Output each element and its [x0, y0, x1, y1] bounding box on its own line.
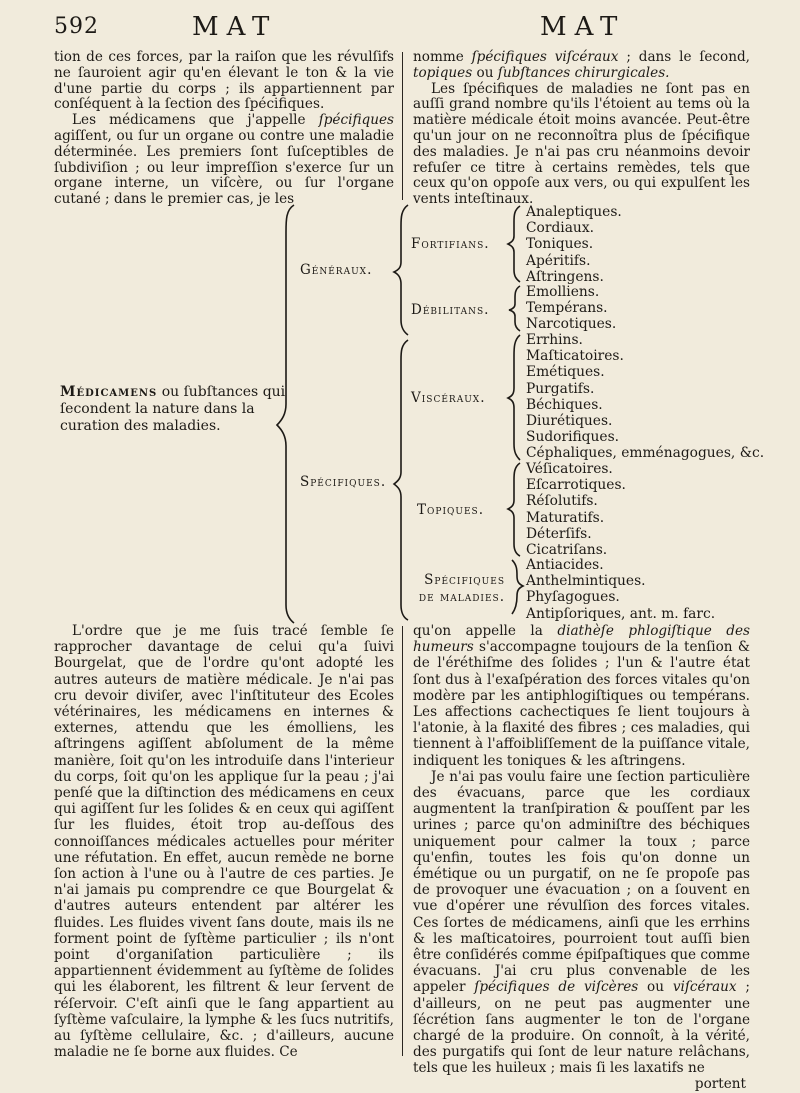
brace-visceraux: [508, 335, 520, 460]
list-fortifians: [526, 204, 622, 285]
list-item: Narcotiques.: [526, 316, 617, 333]
brace-specifiques: [394, 340, 408, 620]
brace-topiques: [508, 463, 520, 556]
brace-maladies: [512, 560, 523, 614]
column-bottom-left: [54, 623, 394, 1060]
list-item: Errhins.: [526, 332, 583, 348]
paragraph: nomme ſpécifiques viſcéraux ; dans le ſecond, topiques ou ſubſtances chirurgicales.: [413, 49, 750, 81]
catchword: portent: [694, 1075, 746, 1092]
list-item: Tempérans.: [526, 300, 608, 317]
paragraph: L'ordre que je me ſuis tracé ſemble ſe rapprocher davantage de celui qu'a ſuivi Bourgelat, que de l'ordre qu'ont adopté les autres auteurs de matière médicale. Je n'ai pas cru devoir diviſer, avec l'inſtituteur des Ecoles vétérinaires, les médicamens en internes & externes, attendu que les émolliens, les aſtringens agiſſent abſolument de la même manière, ſoit qu'on les introduiſe dans l'interieur du corps, ſoit qu'on les applique ſur la peau ; j'ai penſé que la diſtinction des médicamens en ceux qui agiſſent ſur les ſolides & en ceux qui agiſſent ſur les fluides, étoit trop au-deſſous des connoiſſances médicales actuelles pour mériter une réfutation. En effet, aucun remède ne borne ſon action à l'une ou à l'autre de ces parties. Je n'ai jamais pu comprendre ce que Bourgelat & d'autres auteurs entendent par altérer les fluides. Les fluides vivent ſans doute, mais ils ne forment point de ſyſtème particulier ; ils n'ont point d'organiſation particulière ; ils appartiennent évidemment au ſyſtème de ſolides qui les élaborent, les filtrent & leur ſervent de réſervoir. C'eſt ainſi que le ſang appartient au ſyſtème vaſculaire, la lymphe & les ſucs nutritifs, au ſyſtème cellulaire, &c. ; d'ailleurs, aucune maladie ne ſe borne aux fluides. Ce: [54, 623, 394, 1061]
list-item: Céphaliques, emménagogues, &c.: [526, 445, 765, 462]
subcategory-debilitans: Débilitans.: [411, 302, 490, 318]
list-item: Béchiques.: [526, 396, 603, 413]
list-item: Diurétiques.: [526, 413, 613, 430]
list-item: Emolliens.: [526, 284, 600, 300]
list-topiques: [526, 461, 626, 558]
list-item: Sudorifiques.: [526, 429, 620, 446]
list-item: Maturatifs.: [526, 509, 605, 526]
subcategory-specifiques-maladies: Spécifiques de maladies.: [418, 572, 505, 605]
list-item: Toniques.: [526, 236, 594, 253]
paragraph: Je n'ai pas voulu faire une ſection particulière des évacuans, parce que les cordiaux augmentent la tranſpiration & pouſſent par les urines ; parce qu'on adminiſtre des béchiques uniquement pour calmer la toux ; parce qu'enfin, toutes les fois qu'on donne un émétique ou un purgatif, on ne ſe propoſe pas de provoquer une évacuation ; on a ſouvent en vue d'opérer une révulſion des forces vitales. Ces ſortes de médicamens, ainſi que les errhins & les maſticatoires, pourroient tout auſſi bien être conſidérés comme épiſpaſtiques que comme évacuans. J'ai cru plus convenable de les appeler ſpécifiques de viſcères ou viſcéraux ; d'ailleurs, on ne peut pas augmenter une ſécrétion ſans augmenter le ton de l'organe chargé de la produire. On connoît, à la vérité, des purgatifs qui ſont de leur nature relâchans, tels que les huileux ; mais ſi les laxatifs ne: [413, 768, 750, 1077]
paragraph: Les médicamens que j'appelle ſpécifiques agiſſent, ou ſur un organe ou contre une maladie déterminée. Les premiers ſont ſuſceptibles de ſubdiviſion ; ou leur impreſſion s'exerce ſur un organe interne, un viſcère, ou ſur l'organe cutané ; dans le premier cas, je les: [54, 112, 394, 208]
column-bottom-right: [413, 623, 750, 1092]
list-item: Cordiaux.: [526, 220, 594, 237]
list-item: Anthelmintiques.: [526, 573, 646, 590]
list-item: Réſolutifs.: [526, 493, 598, 510]
root-label: Médicamens ou ſubſtances qui ſecondent la nature dans la curation des maladies.: [60, 384, 286, 434]
brace-fortifians: [508, 206, 520, 282]
running-head-left: MAT: [192, 12, 278, 42]
paragraph: qu'on appelle la diathèſe phlogiſtique des humeurs s'accompagne toujours de la tenſion & de l'éréthiſme des ſolides ; l'un & l'autre état ſont dus à l'exaſpération des forces vitales qu'on modère par les antiphlogiſtiques ou tempérans. Les affections cachectiques ſe lient toujours à l'atonie, à la flaxité des fibres ; ces maladies, qui tiennent à l'affoibliſſement de la puiſſance vitale, indiquent les toniques & les aſtringens.: [413, 623, 750, 769]
category-generaux: Généraux.: [300, 262, 373, 278]
list-item: Phyſagogues.: [526, 589, 620, 606]
paragraph: Les ſpécifiques de maladies ne ſont pas en auſſi grand nombre qu'ils l'étoient au tems où la matière médicale étoit moins avancée. Peut-être qu'un jour on ne reconnoîtra plus de ſpécifique des maladies. Je n'ai pas cru néanmoins devoir refuſer ce titre à certains remèdes, tels que ceux qu'on oppoſe aux vers, ou qui expulſent les vents inteſtinaux.: [413, 80, 750, 208]
list-item: Apéritifs.: [526, 252, 591, 269]
running-head-right: MAT: [540, 12, 626, 42]
list-item: Maſticatoires.: [526, 348, 624, 365]
subcategory-fortifians: Fortifians.: [411, 236, 490, 252]
list-specifiques-maladies: [526, 557, 715, 622]
list-item: Véſicatoires.: [526, 461, 613, 477]
page-number: 592: [54, 14, 99, 39]
list-item: Déterſifs.: [526, 525, 592, 542]
category-specifiques: Spécifiques.: [300, 474, 387, 490]
list-debilitans: [526, 284, 616, 333]
subcategory-topiques: Topiques.: [417, 502, 484, 518]
list-item: Cicatriſans.: [526, 542, 608, 559]
list-item: Eſcarrotiques.: [526, 477, 626, 494]
subcategory-visceraux: Viscéraux.: [411, 390, 486, 406]
brace-generaux: [394, 205, 408, 335]
list-item: Antiacides.: [526, 557, 604, 573]
paragraph: tion de ces forces, par la raiſon que les révulſifs ne ſauroient agir qu'en élevant le ton & la vie d'une partie du corps ; ils appartiennent par conſéquent à la ſection des ſpécifiques.: [54, 49, 394, 113]
brace-debilitans: [509, 286, 520, 331]
list-visceraux: [526, 332, 764, 462]
list-item: Analeptiques.: [526, 204, 622, 220]
list-item: Antipſoriques, ant. m. farc.: [526, 605, 716, 622]
list-item: Emétiques.: [526, 364, 605, 381]
list-item: Aſtringens.: [526, 268, 604, 285]
list-item: Purgatifs.: [526, 380, 595, 397]
